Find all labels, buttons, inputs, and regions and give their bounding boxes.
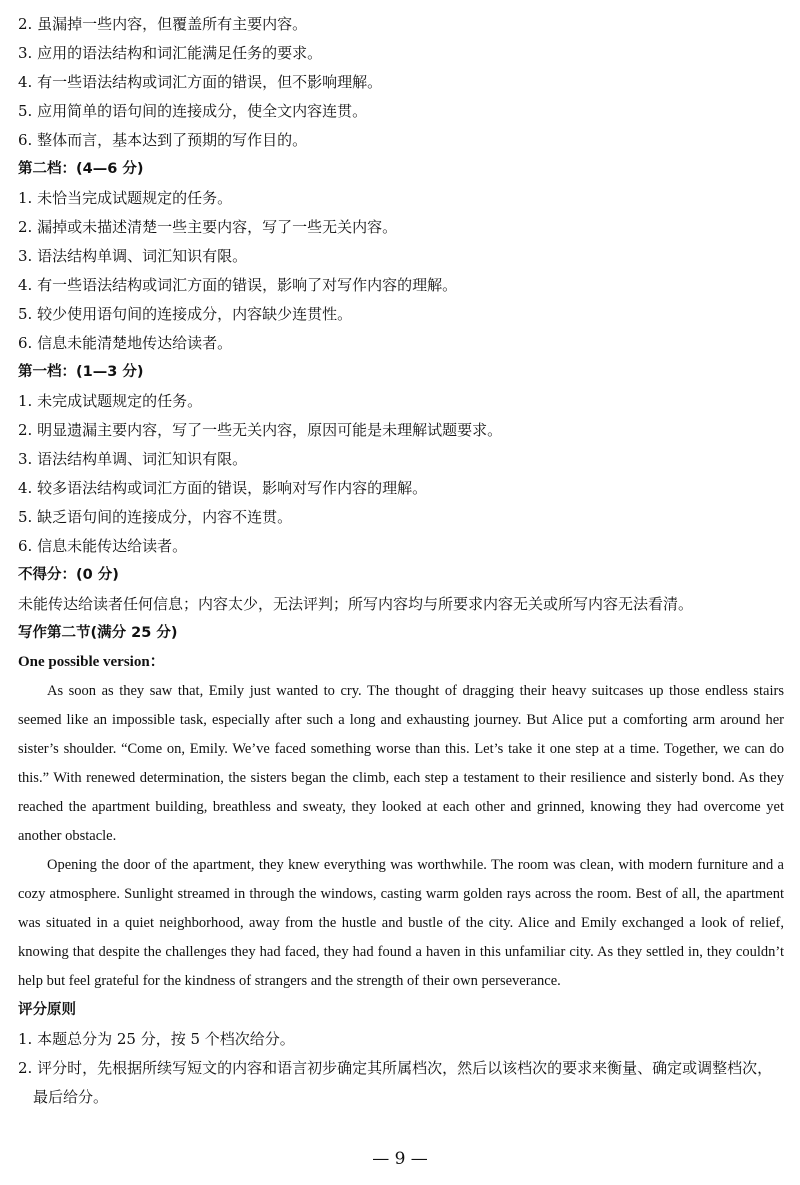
model-essay <box>18 677 784 996</box>
tier1-heading: 第一档：(1—3 分) <box>18 364 144 380</box>
list-item: 3. 语法结构单调、词汇知识有限。 <box>18 450 248 468</box>
top-criteria-list <box>18 10 784 155</box>
essay-paragraph-1: As soon as they saw that, Emily just wanted to cry. The thought of dragging their heavy suitcases up those endless stairs seemed like an impossible task, especially after such a long and exhausting journey. But Alice put a comforting arm around her sister’s shoulder. “Come on, Emily. We’ve faced something worse than this. Let’s take it one step at a time. Together, we can do this.” With renewed determination, the sisters began the climb, each step a testament to their resilience and sisterly bond. As they reached the apartment building, breathless and sweaty, they looked at each other and grinned, knowing they had overcome yet another obstacle. <box>18 683 784 844</box>
list-item: 4. 有一些语法结构或词汇方面的错误，影响了对写作内容的理解。 <box>18 276 458 294</box>
scoring-heading: 评分原则 <box>18 1002 76 1018</box>
list-item-continuation: 最后给分。 <box>33 1088 109 1106</box>
list-item: 5. 较少使用语句间的连接成分，内容缺少连贯性。 <box>18 305 353 323</box>
tier0-section <box>18 561 784 619</box>
list-item: 2. 虽漏掉一些内容，但覆盖所有主要内容。 <box>18 15 308 33</box>
tier2-heading: 第二档：(4—6 分) <box>18 161 144 177</box>
list-item: 2. 明显遗漏主要内容，写了一些无关内容，原因可能是未理解试题要求。 <box>18 421 503 439</box>
version-label: One possible version： <box>18 654 165 670</box>
essay-paragraph-2: Opening the door of the apartment, they knew everything was worthwhile. The room was clean, with modern furniture and a cozy atmosphere. Sunlight streamed in through the windows, casting warm golden rays across the room. Best of all, the apartment was situated in a quiet neighborhood, away from the hustle and bustle of the city. Alice and Emily exchanged a look of relief, knowing that despite the challenges they had faced, they had found a haven in this unfamiliar city. As they settled in, they couldn’t help but feel grateful for the kindness of strangers and the strength of their own perseverance. <box>18 857 784 989</box>
list-item: 6. 信息未能清楚地传达给读者。 <box>18 334 233 352</box>
list-item: 1. 未完成试题规定的任务。 <box>18 392 203 410</box>
list-item: 3. 应用的语法结构和词汇能满足任务的要求。 <box>18 44 323 62</box>
tier1-section <box>18 358 784 561</box>
list-item: 2. 漏掉或未描述清楚一些主要内容，写了一些无关内容。 <box>18 218 398 236</box>
list-item: 5. 缺乏语句间的连接成分，内容不连贯。 <box>18 508 293 526</box>
list-item: 1. 未恰当完成试题规定的任务。 <box>18 189 233 207</box>
list-item: 4. 较多语法结构或词汇方面的错误，影响对写作内容的理解。 <box>18 479 428 497</box>
section2 <box>18 619 784 996</box>
tier0-text: 未能传达给读者任何信息；内容太少，无法评判；所写内容均与所要求内容无关或所写内容无法看清。 <box>18 595 694 613</box>
section2-heading: 写作第二节(满分 25 分) <box>18 625 178 641</box>
list-item: 4. 有一些语法结构或词汇方面的错误，但不影响理解。 <box>18 73 383 91</box>
scoring-section <box>18 996 784 1112</box>
list-item: 1. 本题总分为 25 分，按 5 个档次给分。 <box>18 1030 295 1048</box>
list-item: 3. 语法结构单调、词汇知识有限。 <box>18 247 248 265</box>
list-item: 6. 整体而言，基本达到了预期的写作目的。 <box>18 131 308 149</box>
list-item: 6. 信息未能传达给读者。 <box>18 537 188 555</box>
page-number: — 9 — <box>372 1149 428 1169</box>
document-page <box>18 10 784 1112</box>
list-item: 2. 评分时，先根据所续写短文的内容和语言初步确定其所属档次，然后以该档次的要求来衡量、确定或调整档次， <box>18 1059 773 1077</box>
tier2-section <box>18 155 784 358</box>
list-item: 5. 应用简单的语句间的连接成分，使全文内容连贯。 <box>18 102 368 120</box>
tier0-heading: 不得分：(0 分) <box>18 567 119 583</box>
